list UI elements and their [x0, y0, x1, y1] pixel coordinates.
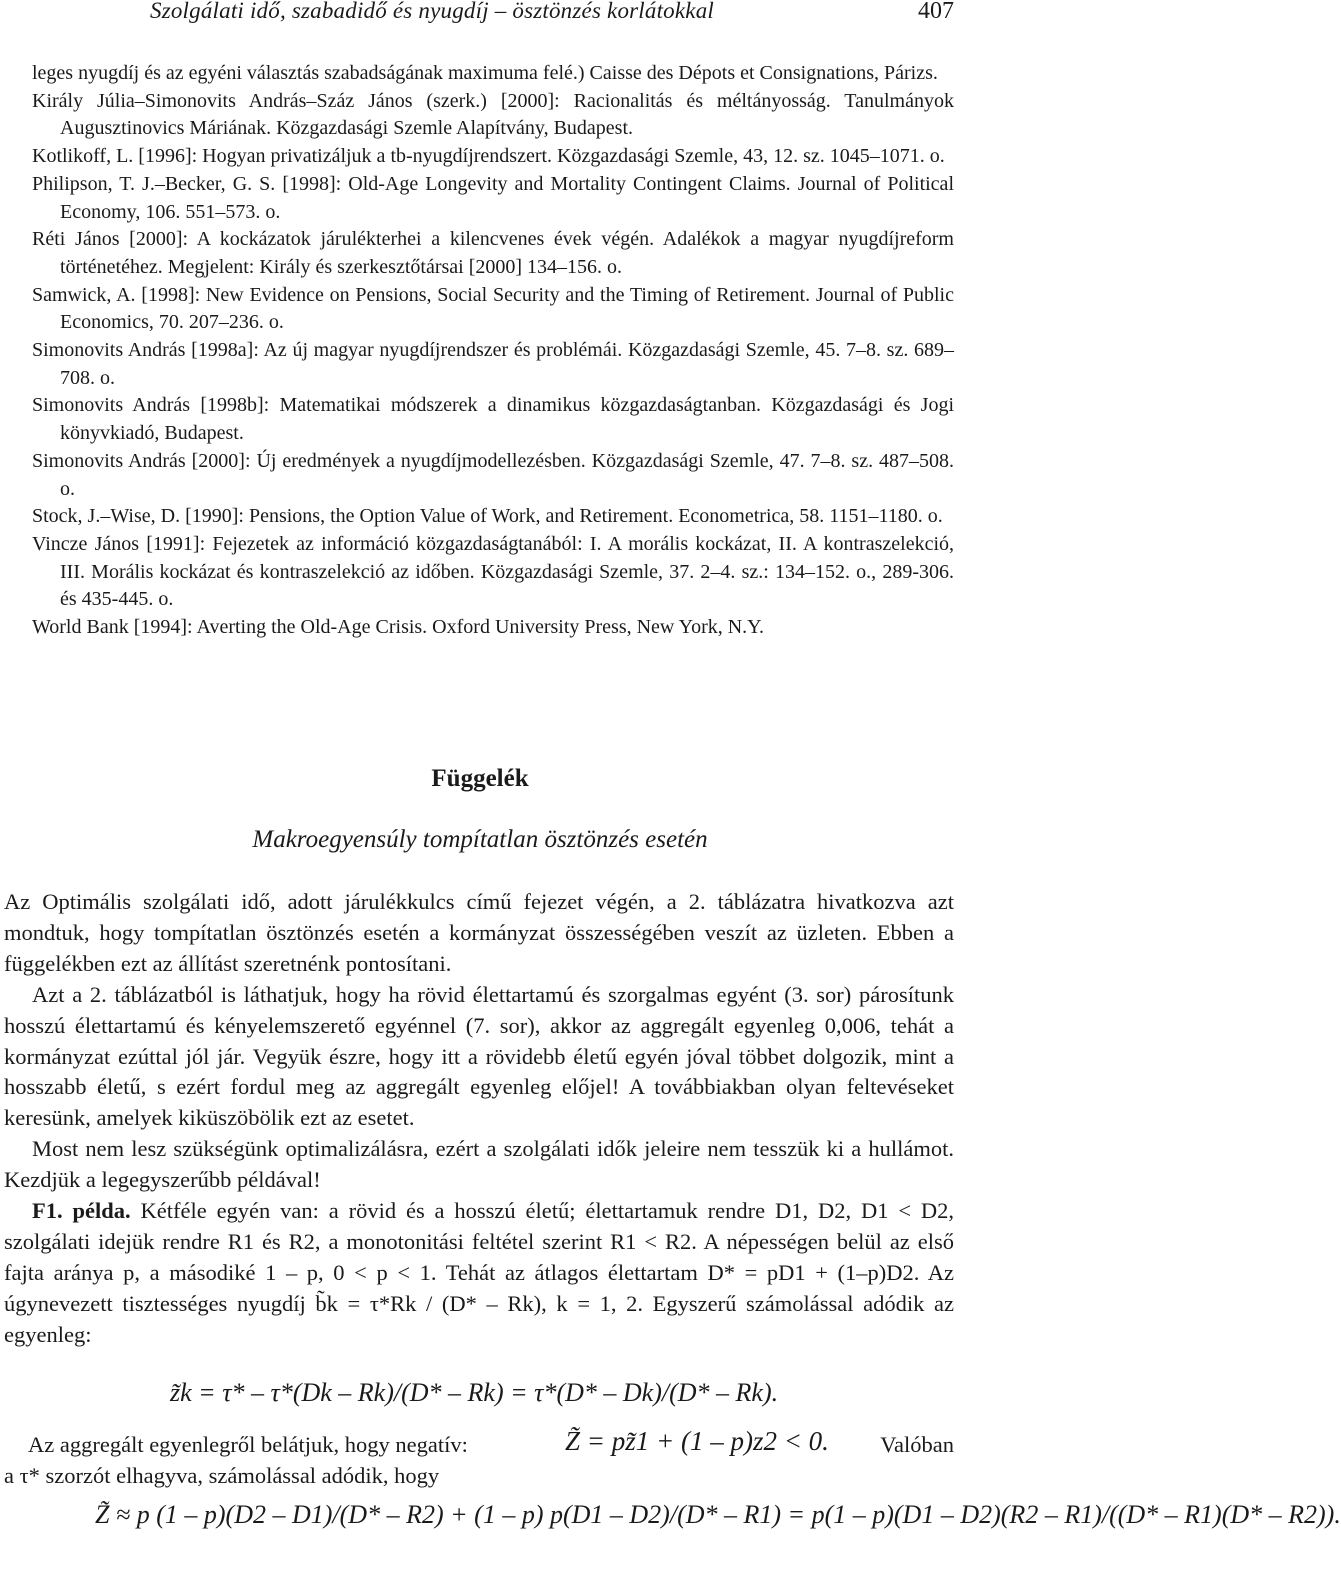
- reference-item: Samwick, A. [1998]: New Evidence on Pensions, Social Security and the Timing of Retirement. Journal of Public Economics, 70. 207–236. o.: [32, 283, 954, 334]
- example-paragraph: [4, 1196, 954, 1351]
- reference-item: Stock, J.–Wise, D. [1990]: Pensions, the Option Value of Work, and Retirement. Econometrica, 58. 1151–1180. o.: [32, 505, 943, 528]
- equation-aggregate: Z̃ = pz̃1 + (1 – p)z2 < 0.: [565, 1426, 829, 1456]
- example-label: F1. példa.: [32, 1198, 131, 1224]
- reference-item: Simonovits András [1998b]: Matematikai módszerek a dinamikus közgazdaságtanban. Közgazdasági és Jogi könyvkiadó, Budapest.: [32, 394, 954, 445]
- page-header: [0, 0, 960, 30]
- reference-item: Simonovits András [2000]: Új eredmények a nyugdíjmodellezésben. Közgazdasági Szemle, 47. 7–8. sz. 487–508. o.: [32, 449, 954, 500]
- aggregate-balance-intro: Az aggregált egyenlegről belátjuk, hogy negatív:: [28, 1432, 468, 1457]
- reference-item: Vincze János [1991]: Fejezetek az információ közgazdaságtanából: I. A morális kockázat, II. A kontraszelekció, III. Morális kockázat és kontraszelekció az időben. Közgazdasági Szemle, 37. 2–4. sz.: 134–152. o., 289-306. és 435-445. o.: [32, 532, 954, 611]
- example-text: Kétféle egyén van: a rövid és a hosszú életű; élettartamuk rendre D1, D2, D1 < D2, szolgálati idejük rendre R1 és R2, a monotonitási feltétel szerint R1 < R2. A népességen belül az első fajta aránya p, a másodiké 1 – p, 0 < p < 1. Tehát az átlagos élettartam D* = pD1 + (1–p)D2. Az úgynevezett tisztességes nyugdíj b̃k = τ*Rk / (D* – Rk), k = 1, 2. Egyszerű számolással adódik az egyenleg:: [4, 1198, 954, 1347]
- reference-item: Réti János [2000]: A kockázatok járulékterhei a kilencvenes évek végén. Adalékok a magyar nyugdíjreform történetéhez. Megjelent: Király és szerkesztőtársai [2000] 134–156. o.: [32, 228, 954, 278]
- paragraph: Azt a 2. táblázatból is láthatjuk, hogy ha rövid élettartamú és szorgalmas egyént (3. sor) párosítunk hosszú élettartamú és kényelemszerető egyénnel (7. sor), akkor az aggregált egyenleg 0,006, tehát a kormányzat ezúttal jól jár. Vegyük észre, hogy itt a rövidebb életű egyén jóval többet dolgozik, mint a hosszabb életű, s ezért fordul meg az aggregált egyenleg előjel! A továbbiakban olyan feltevéseket keresünk, amelyek kiküszöbölik ezt az esetet.: [4, 981, 954, 1131]
- reference-item: Philipson, T. J.–Becker, G. S. [1998]: Old-Age Longevity and Mortality Contingent Claims. Journal of Political Economy, 106. 551–573. o.: [32, 172, 954, 223]
- reference-item: World Bank [1994]: Averting the Old-Age Crisis. Oxford University Press, New York, N.Y.: [32, 616, 765, 639]
- aggregate-balance-line: [0, 1428, 954, 1464]
- appendix-subtitle: Makroegyensúly tompítatlan ösztönzés esetén: [252, 826, 708, 853]
- reference-item: leges nyugdíj és az egyéni választás szabadságának maximuma felé.) Caisse des Dépots et Consignations, Párizs.: [32, 62, 938, 84]
- paragraph: a τ* szorzót elhagyva, számolással adódik, hogy: [4, 1463, 440, 1488]
- paragraph: Most nem lesz szükségünk optimalizálásra, ezért a szolgálati idők jeleire nem tesszük ki a hullámot. Kezdjük a legegyszerűbb példával!: [4, 1136, 954, 1193]
- equation-balance: z̃k = τ* – τ*(Dk – Rk)/(D* – Rk) = τ*(D* – Dk)/(D* – Rk).: [170, 1378, 779, 1407]
- reference-item: Simonovits András [1998a]: Az új magyar nyugdíjrendszer és problémái. Közgazdasági Szemle, 45. 7–8. sz. 689–708. o.: [32, 339, 954, 389]
- aggregate-balance-outro: Valóban: [880, 1432, 954, 1457]
- reference-list: [32, 60, 954, 642]
- appendix-title: Függelék: [431, 765, 529, 792]
- reference-item: Király Júlia–Simonovits András–Száz János (szerk.) [2000]: Racionalitás és méltányosság. Tanulmányok Augusztinovics Máriának. Közgazdasági Szemle Alapítvány, Budapest.: [32, 89, 954, 140]
- equation-final: Z̃ ≈ p (1 – p)(D2 – D1)/(D* – R2) + (1 – p) p(D1 – D2)/(D* – R1) = p(1 – p)(D1 – D2)(R2 – R1)/((D* – R1)(D* – R2)).: [95, 1500, 1341, 1529]
- running-title: Szolgálati idő, szabadidő és nyugdíj – ösztönzés korlátokkal: [150, 0, 714, 23]
- appendix-body: [4, 887, 954, 1351]
- page-number: 407: [918, 0, 954, 24]
- paragraph: Az Optimális szolgálati idő, adott járulékkulcs című fejezet végén, a 2. táblázatra hivatkozva azt mondtuk, hogy tompítatlan ösztönzés esetén a kormányzat összességében veszít az üzleten. Ebben a függelékben ezt az állítást szeretnénk pontosítani.: [4, 889, 954, 976]
- reference-item: Kotlikoff, L. [1996]: Hogyan privatizáljuk a tb-nyugdíjrendszert. Közgazdasági Szemle, 43, 12. sz. 1045–1071. o.: [32, 145, 945, 168]
